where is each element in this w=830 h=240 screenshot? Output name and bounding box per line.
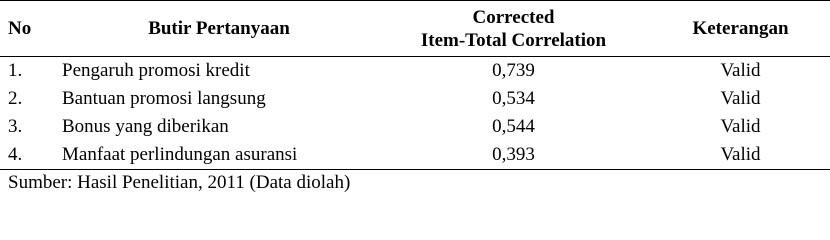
row-correlation: 0,739	[492, 60, 535, 81]
row-correlation: 0,393	[376, 141, 651, 170]
row-item: Manfaat perlindungan asuransi	[62, 141, 376, 170]
header-keterangan: Keterangan	[651, 1, 830, 57]
row-keterangan: Valid	[720, 60, 761, 81]
row-keterangan: Valid	[720, 116, 761, 137]
row-item: Bantuan promosi langsung	[62, 88, 266, 109]
table-row	[0, 113, 830, 141]
row-number: 2.	[8, 88, 23, 109]
row-number: 4.	[0, 141, 62, 170]
header-item: Butir Pertanyaan	[62, 1, 376, 57]
row-keterangan: Valid	[720, 88, 761, 109]
header-correlation	[376, 1, 651, 57]
row-keterangan: Valid	[651, 141, 830, 170]
row-item: Bonus yang diberikan	[62, 116, 229, 137]
row-correlation: 0,534	[492, 88, 535, 109]
table-row	[0, 57, 830, 86]
table-row	[0, 85, 830, 113]
header-no: No	[0, 1, 62, 57]
row-number: 1.	[8, 60, 23, 81]
table-source-note: Sumber: Hasil Penelitian, 2011 (Data diolah)	[8, 172, 351, 193]
header-correlation-line2: Item-Total Correlation	[420, 29, 607, 51]
row-number: 3.	[8, 116, 23, 137]
table-header-row	[0, 1, 830, 57]
header-correlation-line1: Corrected	[472, 6, 555, 28]
row-item: Pengaruh promosi kredit	[62, 60, 250, 81]
table-row	[0, 141, 830, 170]
row-correlation: 0,544	[492, 116, 535, 137]
